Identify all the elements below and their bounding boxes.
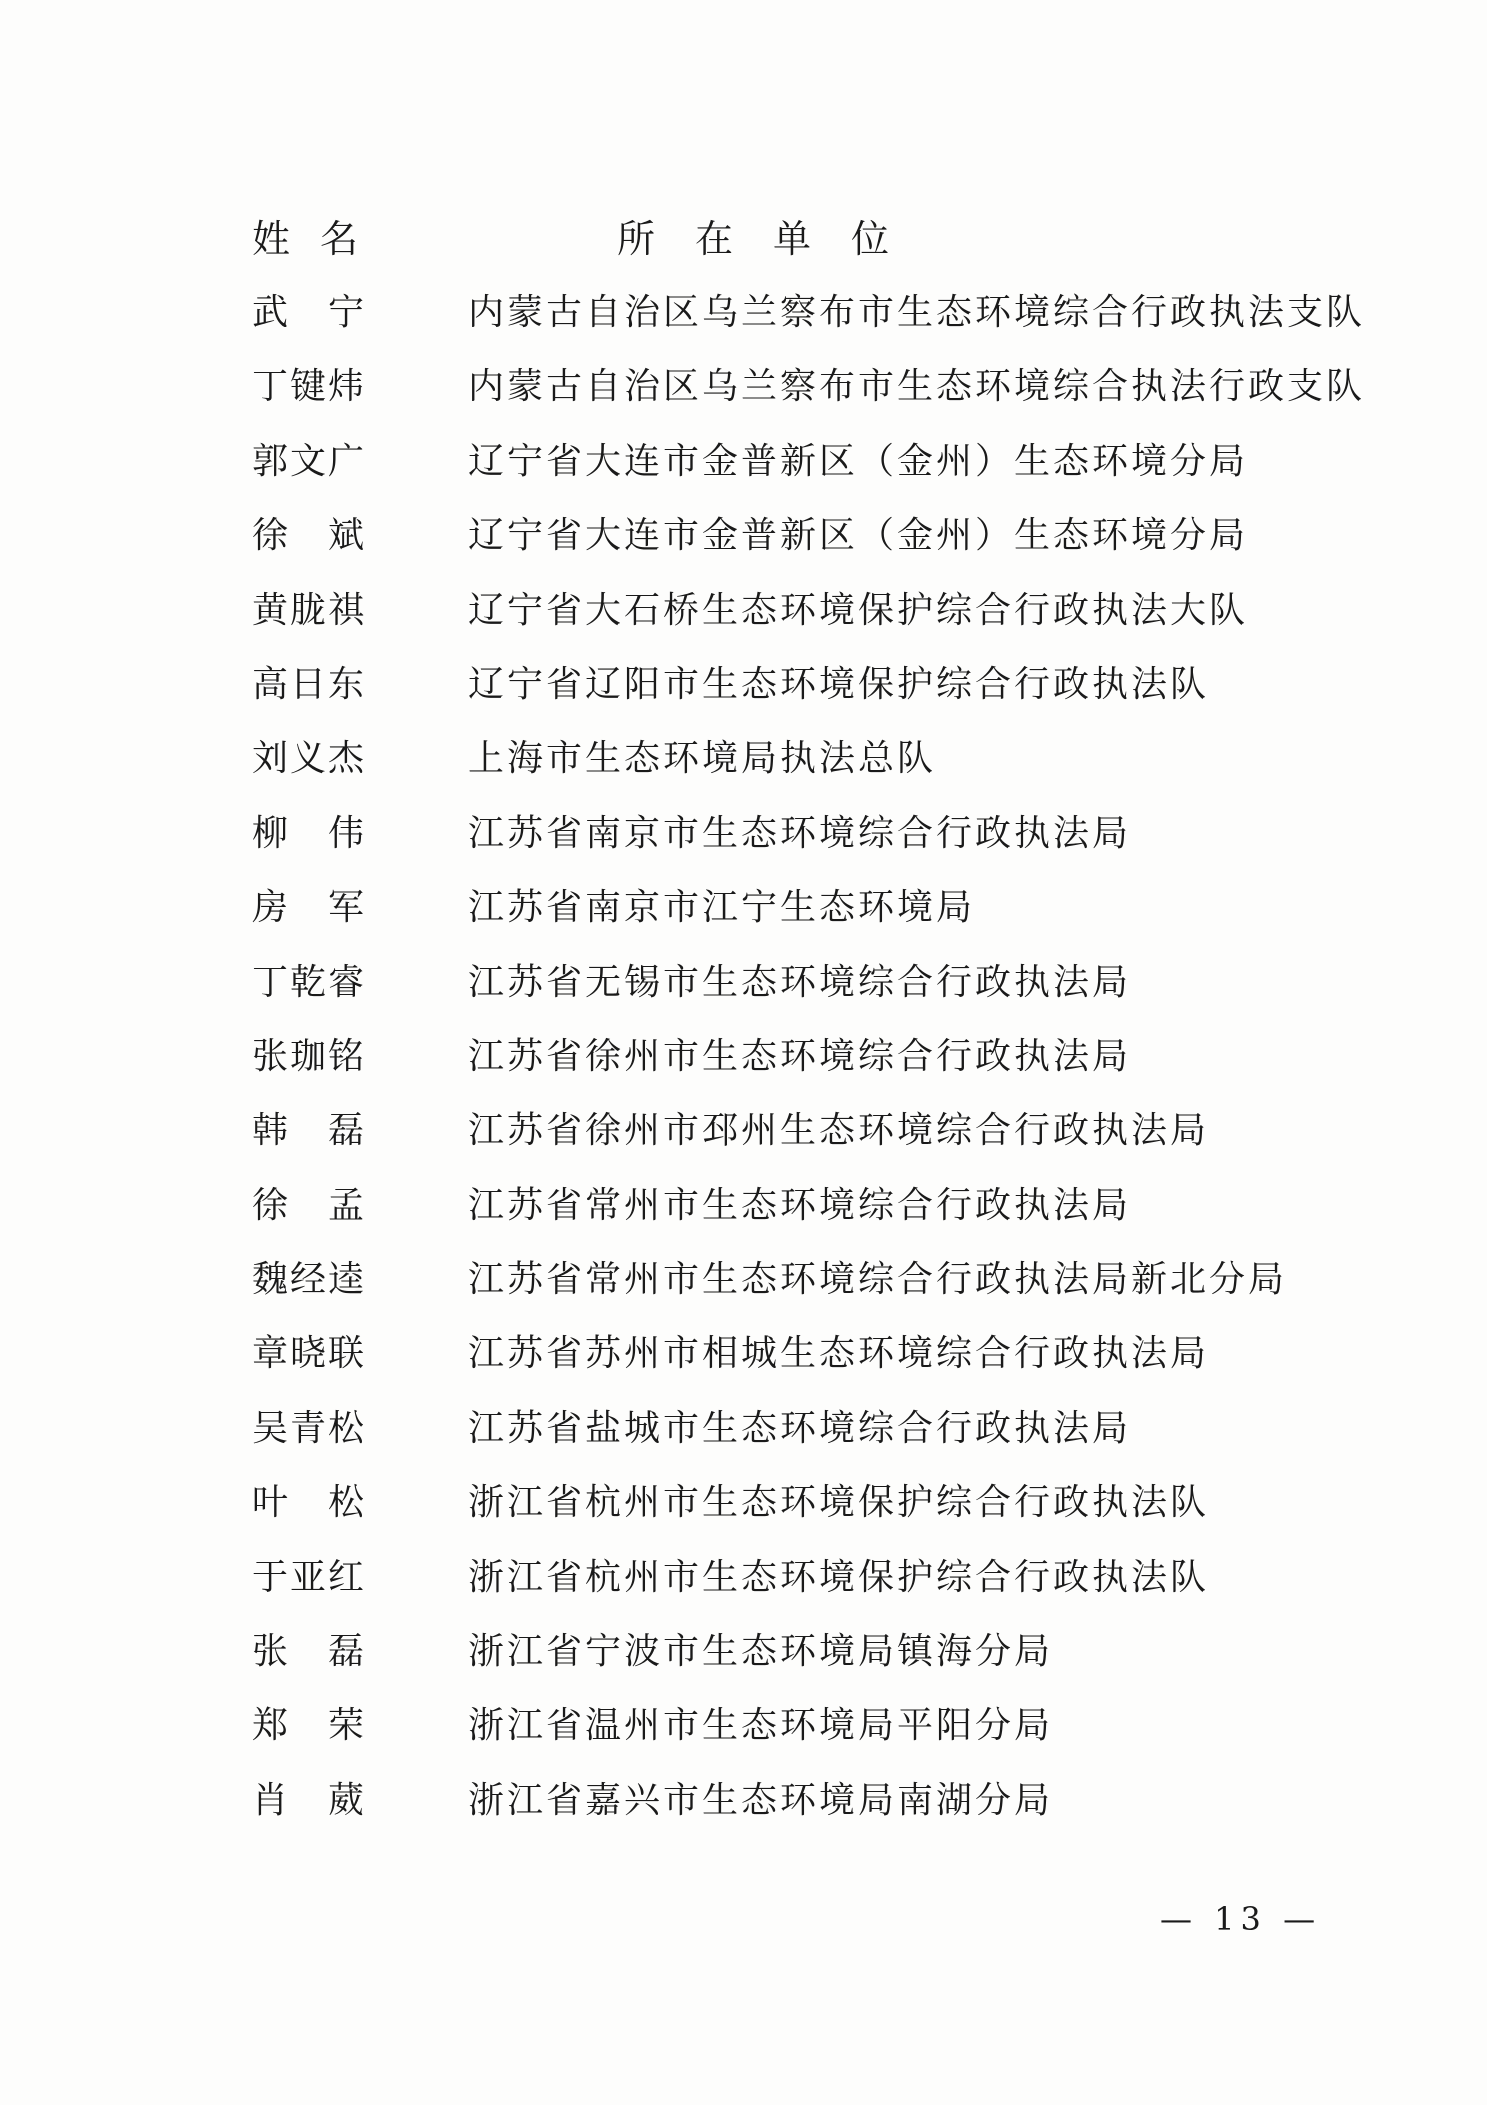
person-name: 于 亚 红 — [252, 1556, 364, 1598]
person-name: 刘 义 杰 — [252, 738, 364, 780]
person-name: 徐 孟 — [252, 1184, 364, 1226]
header-name: 姓名 — [252, 217, 389, 261]
table-row — [0, 432, 1487, 506]
work-unit: 浙江省杭州市生态环境保护综合行政执法队 — [468, 1482, 1210, 1524]
table-row — [0, 1473, 1487, 1547]
person-name: 叶 松 — [252, 1482, 364, 1524]
table-row — [0, 953, 1487, 1027]
table-row — [0, 729, 1487, 803]
work-unit: 辽宁省大石桥生态环境保护综合行政执法大队 — [468, 589, 1249, 631]
header-unit: 所在单位 — [617, 217, 930, 261]
person-name: 郭 文 广 — [252, 440, 364, 482]
table-row — [0, 1622, 1487, 1696]
work-unit: 江苏省南京市江宁生态环境局 — [468, 887, 976, 929]
work-unit: 辽宁省大连市金普新区（金州）生态环境分局 — [468, 515, 1249, 557]
person-name: 郑 荣 — [252, 1705, 364, 1747]
table-row — [0, 283, 1487, 357]
work-unit: 辽宁省辽阳市生态环境保护综合行政执法队 — [468, 663, 1210, 705]
work-unit: 上海市生态环境局执法总队 — [468, 738, 937, 780]
table-row — [0, 581, 1487, 655]
table-row — [0, 1548, 1487, 1622]
page-number: — 13 — — [1160, 1900, 1322, 1938]
table-row — [0, 1399, 1487, 1473]
person-name: 章 晓 联 — [252, 1333, 364, 1375]
table-row — [0, 357, 1487, 431]
table-row — [0, 1027, 1487, 1101]
person-name: 黄 胧 祺 — [252, 589, 364, 631]
person-name: 韩 磊 — [252, 1110, 364, 1152]
work-unit: 江苏省徐州市邳州生态环境综合行政执法局 — [468, 1110, 1210, 1152]
work-unit: 江苏省徐州市生态环境综合行政执法局 — [468, 1035, 1132, 1077]
table-row — [0, 804, 1487, 878]
table-header — [0, 208, 1487, 268]
person-name: 丁 键 炜 — [252, 366, 364, 408]
work-unit: 浙江省温州市生态环境局平阳分局 — [468, 1705, 1054, 1747]
person-name: 张 磊 — [252, 1631, 364, 1673]
table-row — [0, 1771, 1487, 1845]
work-unit: 江苏省苏州市相城生态环境综合行政执法局 — [468, 1333, 1210, 1375]
person-name: 房 军 — [252, 887, 364, 929]
work-unit: 辽宁省大连市金普新区（金州）生态环境分局 — [468, 440, 1249, 482]
person-name: 武 宁 — [252, 292, 364, 333]
work-unit: 江苏省盐城市生态环境综合行政执法局 — [468, 1407, 1132, 1449]
person-name: 柳 伟 — [252, 812, 364, 854]
table-row — [0, 1101, 1487, 1175]
work-unit: 江苏省无锡市生态环境综合行政执法局 — [468, 961, 1132, 1003]
table-row — [0, 655, 1487, 729]
person-name: 丁 乾 睿 — [252, 961, 364, 1003]
person-name: 高 日 东 — [252, 663, 364, 705]
person-name: 肖 葳 — [252, 1779, 364, 1821]
table-row — [0, 1696, 1487, 1770]
work-unit: 浙江省嘉兴市生态环境局南湖分局 — [468, 1779, 1054, 1821]
table-row — [0, 878, 1487, 952]
work-unit: 江苏省南京市生态环境综合行政执法局 — [468, 812, 1132, 854]
table-row — [0, 1176, 1487, 1250]
work-unit: 浙江省杭州市生态环境保护综合行政执法队 — [468, 1556, 1210, 1598]
work-unit: 江苏省常州市生态环境综合行政执法局新北分局 — [468, 1259, 1288, 1301]
person-name: 徐 斌 — [252, 515, 364, 557]
person-name: 张 珈 铭 — [252, 1035, 364, 1077]
work-unit: 浙江省宁波市生态环境局镇海分局 — [468, 1631, 1054, 1673]
work-unit: 内蒙古自治区乌兰察布市生态环境综合行政执法支队 — [468, 292, 1366, 333]
table-body — [0, 283, 1487, 1845]
table-row — [0, 506, 1487, 580]
table-row — [0, 1324, 1487, 1398]
person-name: 吴 青 松 — [252, 1407, 364, 1449]
work-unit: 江苏省常州市生态环境综合行政执法局 — [468, 1184, 1132, 1226]
work-unit: 内蒙古自治区乌兰察布市生态环境综合执法行政支队 — [468, 366, 1366, 408]
table-row — [0, 1250, 1487, 1324]
person-name: 魏 经 逵 — [252, 1259, 364, 1301]
